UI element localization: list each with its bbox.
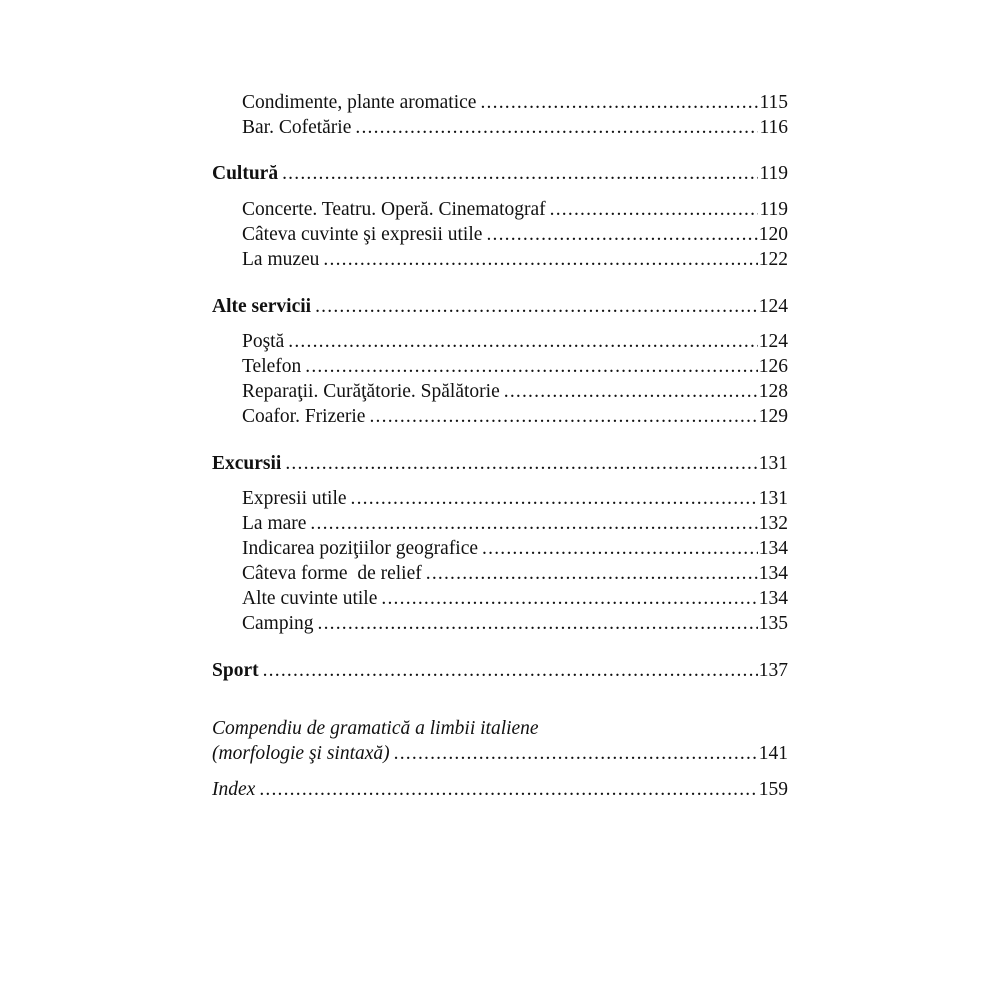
toc-entry-page: 134 xyxy=(758,563,788,584)
toc-section-sport[interactable] xyxy=(212,658,788,684)
toc-entry-page: 115 xyxy=(759,92,788,113)
toc-entry-title: Reparaţii. Curăţătorie. Spălătorie xyxy=(242,381,500,402)
toc-entry-page: 135 xyxy=(758,613,788,634)
toc-entry-page: 119 xyxy=(759,199,788,220)
dot-leader xyxy=(288,329,757,355)
toc-entry-title: Condimente, plante aromatice xyxy=(242,92,477,113)
toc-entry-concerte[interactable] xyxy=(242,197,788,223)
toc-entry-bar-cofetarie[interactable] xyxy=(242,115,788,141)
dot-leader xyxy=(315,294,758,320)
toc-entry-indicarea-pozitiilor[interactable] xyxy=(242,536,788,562)
dot-leader xyxy=(504,379,758,405)
toc-entry-page: 124 xyxy=(758,296,788,317)
dot-leader xyxy=(381,586,757,612)
toc-entry-page: 128 xyxy=(758,381,788,402)
toc-entry-title: Alte cuvinte utile xyxy=(242,588,378,609)
toc-entry-la-mare[interactable] xyxy=(242,511,788,537)
toc-entry-title: Camping xyxy=(242,613,314,634)
dot-leader xyxy=(394,741,758,767)
toc-entry-la-muzeu[interactable] xyxy=(242,247,788,273)
dot-leader xyxy=(285,451,757,477)
toc-entry-page: 129 xyxy=(758,406,788,427)
toc-entry-forme-de-relief[interactable] xyxy=(242,561,788,587)
toc-entry-title: Bar. Cofetărie xyxy=(242,117,352,138)
toc-entry-title: Câteva cuvinte şi expresii utile xyxy=(242,224,483,245)
dot-leader xyxy=(310,511,757,537)
toc-entry-page: 134 xyxy=(758,538,788,559)
toc-entry-expresii-utile[interactable] xyxy=(242,486,788,512)
toc-section-title: Alte servicii xyxy=(212,296,312,317)
toc-entry-page: 132 xyxy=(758,513,788,534)
toc-entry-alte-cuvinte-utile[interactable] xyxy=(242,586,788,612)
dot-leader xyxy=(486,222,757,248)
toc-entry-telefon[interactable] xyxy=(242,354,788,380)
toc-entry-page: 116 xyxy=(759,117,788,138)
toc-section-title: Cultură xyxy=(212,163,279,184)
toc-entry-title: Expresii utile xyxy=(242,488,347,509)
dot-leader xyxy=(355,115,758,141)
dot-leader xyxy=(282,161,758,187)
dot-leader xyxy=(426,561,758,587)
toc-entry-title: Indicarea poziţiilor geografice xyxy=(242,538,479,559)
toc-entry-page: 120 xyxy=(758,224,788,245)
dot-leader xyxy=(550,197,759,223)
toc-entry-title: La muzeu xyxy=(242,249,320,270)
dot-leader xyxy=(323,247,757,273)
toc-entry-page: 124 xyxy=(758,331,788,352)
toc-entry-page: 119 xyxy=(759,163,788,184)
toc-section-alte-servicii[interactable] xyxy=(212,294,788,320)
toc-entry-page: 126 xyxy=(758,356,788,377)
toc-section-cultura[interactable] xyxy=(212,161,788,187)
toc-entry-page: 141 xyxy=(758,743,788,764)
toc-entry-title: Câteva forme de relief xyxy=(242,563,422,584)
dot-leader xyxy=(318,611,758,637)
toc-entry-cateva-cuvinte[interactable] xyxy=(242,222,788,248)
dot-leader xyxy=(305,354,757,380)
toc-entry-title: La mare xyxy=(242,513,307,534)
toc-entry-page: 134 xyxy=(758,588,788,609)
toc-section-title: Excursii xyxy=(212,453,282,474)
toc-entry-title: Index xyxy=(212,779,256,800)
toc-entry-page: 137 xyxy=(758,660,788,681)
toc-entry-page: 131 xyxy=(758,453,788,474)
toc-entry-title: (morfologie şi sintaxă) xyxy=(212,743,390,764)
toc-entry-compendiu[interactable] xyxy=(212,741,788,767)
dot-leader xyxy=(482,536,758,562)
toc-section-title: Sport xyxy=(212,660,259,681)
toc-entry-reparatii[interactable] xyxy=(242,379,788,405)
dot-leader xyxy=(351,486,758,512)
toc-entry-coafor[interactable] xyxy=(242,404,788,430)
toc-entry-title: Concerte. Teatru. Operă. Cinematograf xyxy=(242,199,546,220)
toc-entry-condimente[interactable] xyxy=(242,90,788,116)
toc-entry-title: Telefon xyxy=(242,356,302,377)
toc-entry-compendiu-line1[interactable]: Compendiu de gramatică a limbii italiene xyxy=(212,718,539,739)
toc-entry-index[interactable] xyxy=(212,777,788,803)
toc-entry-page: 131 xyxy=(758,488,788,509)
dot-leader xyxy=(480,90,758,116)
dot-leader xyxy=(369,404,757,430)
table-of-contents xyxy=(212,0,788,1000)
toc-entry-camping[interactable] xyxy=(242,611,788,637)
toc-section-excursii[interactable] xyxy=(212,451,788,477)
toc-entry-page: 159 xyxy=(758,779,788,800)
toc-entry-title: Poştă xyxy=(242,331,285,352)
toc-entry-posta[interactable] xyxy=(242,329,788,355)
dot-leader xyxy=(259,777,757,803)
dot-leader xyxy=(263,658,758,684)
toc-entry-title: Coafor. Frizerie xyxy=(242,406,366,427)
toc-entry-page: 122 xyxy=(758,249,788,270)
